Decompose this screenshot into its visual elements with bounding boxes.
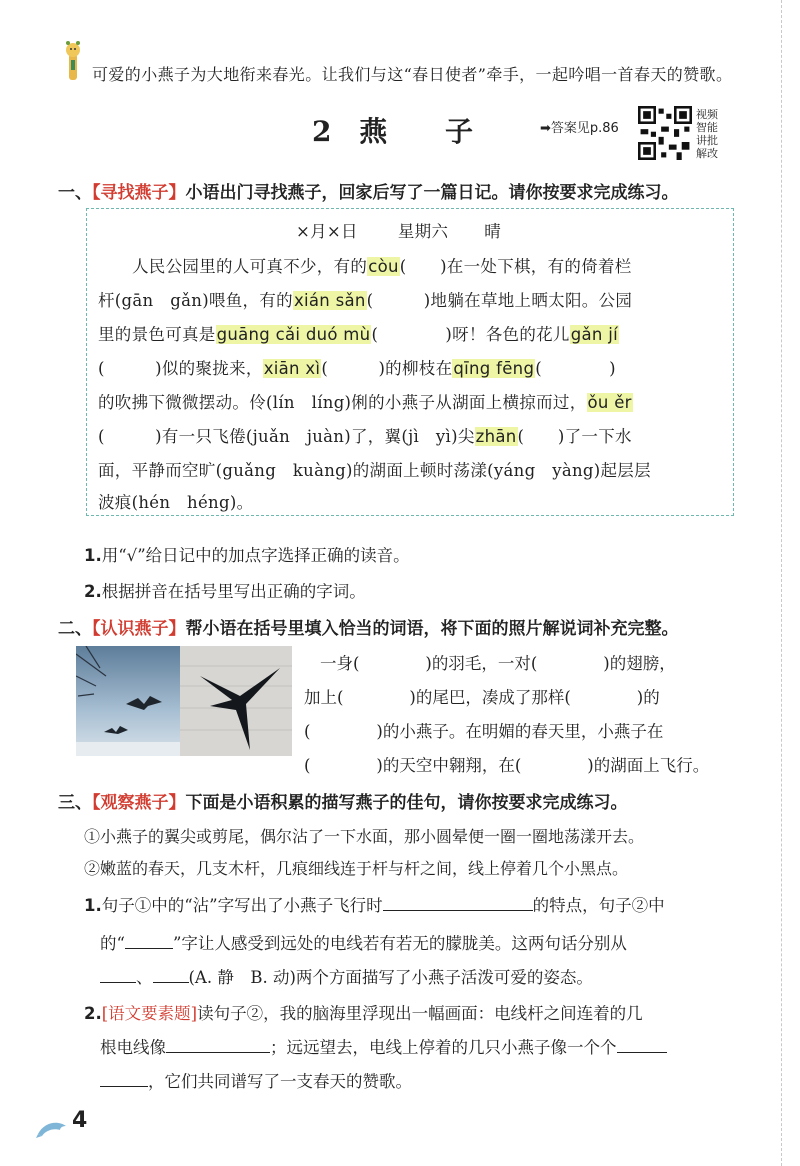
answer-reference: ➡答案见p.86 (540, 121, 619, 136)
qr-code-icon[interactable] (638, 106, 692, 160)
diary-line-8[interactable]: 波痕(hén héng)。 (98, 493, 254, 512)
answer-blank-3-1b[interactable] (125, 947, 173, 949)
answer-blank-3-2c[interactable] (100, 1085, 148, 1087)
section-2-line-4[interactable]: ( )的天空中翱翔，在( )的湖面上飞行。 (304, 756, 710, 775)
answer-blank-3-2b[interactable] (617, 1051, 667, 1053)
lesson-title-char-1: 燕 (359, 115, 390, 148)
question-1-2: 2.根据拼音在括号里写出正确的字词。 (84, 582, 366, 601)
page-edge-divider (780, 0, 782, 1166)
swallow-photo-sky (76, 646, 180, 756)
section-1-tag: 【寻找燕子】 (92, 183, 186, 203)
question-3-1-line-3: 、 (A. 静 B. 动)两个方面描写了小燕子活泼可爱的姿态。 (100, 964, 593, 988)
lesson-intro: 可爱的小燕子为大地衔来春光。让我们与这“春日使者”牵手，一起吟唱一首春天的赞歌。 (92, 65, 733, 84)
section-2-heading: 二、【认识燕子】帮小语在括号里填入恰当的词语，将下面的照片解说词补充完整。 (58, 619, 679, 639)
section-2-tag: 【认识燕子】 (92, 619, 186, 639)
diary-date-line: ×月×日 星期六 晴 (296, 222, 502, 241)
answer-blank-3-1a[interactable] (383, 909, 533, 911)
answer-blank-3-1c[interactable] (100, 981, 136, 983)
question-3-2-line-2: 根电线像 ；远远望去，电线上停着的几只小燕子像一个个 (100, 1034, 667, 1058)
diary-line-7[interactable]: 面，平静而空旷(guǎng kuàng)的湖面上顿时荡漾(yáng yàng)起层层 (98, 461, 651, 480)
diary-line-3: 里的景色可真是guāng cǎi duó mù( )呀！各色的花儿gǎn jí (98, 325, 618, 344)
example-sentence-2: ②嫩蓝的春天，几支木杆，几痕细线连于杆与杆之间，线上停着几个小黑点。 (84, 859, 629, 878)
diary-line-1: 人民公园里的人可真不少，有的còu( )在一处下棋，有的倚着栏 (132, 257, 632, 276)
qr-caption: 视频 智能 讲批 解改 (696, 108, 718, 160)
question-3-1-line-1: 1.句子①中的“沾”字写出了小燕子飞行时 的特点，句子②中 (84, 896, 665, 915)
section-2-line-3[interactable]: ( )的小燕子。在明媚的春天里，小燕子在 (304, 722, 664, 741)
answer-blank-3-2a[interactable] (166, 1051, 270, 1053)
page-number: 4 (72, 1108, 88, 1133)
question-3-2-line-1: 2.[语文要素题]读句子②，我的脑海里浮现出一幅画面：电线杆之间连着的几 (84, 1004, 643, 1023)
section-2-line-2[interactable]: 加上( )的尾巴，凑成了那样( )的 (304, 688, 660, 707)
diary-line-4: ( )似的聚拢来，xiān xì( )的柳枝在qīng fēng( ) (98, 359, 616, 378)
section-1-heading: 一、【寻找燕子】小语出门寻找燕子，回家后写了一篇日记。请你按要求完成练习。 (58, 183, 679, 203)
section-3-heading: 三、【观察燕子】下面是小语积累的描写燕子的佳句，请你按要求完成练习。 (58, 793, 628, 813)
example-sentence-1: ①小燕子的翼尖或剪尾，偶尔沾了一下水面，那小圆晕便一圈一圈地荡漾开去。 (84, 827, 645, 846)
answer-blank-3-1d[interactable] (153, 981, 189, 983)
lesson-number: 2 (312, 115, 334, 148)
lesson-title-char-2: 子 (445, 115, 476, 148)
question-3-2-tag: [语文要素题] (101, 1004, 198, 1023)
swallow-photo-lake (180, 646, 292, 756)
section-3-tag: 【观察燕子】 (92, 793, 186, 813)
diary-line-6: ( )有一只飞倦(juǎn juàn)了，翼(jì yì)尖zhān( )了一下水 (98, 427, 632, 446)
giraffe-mascot-icon (60, 40, 86, 84)
lesson-title (312, 110, 475, 150)
question-3-2-line-3: ，它们共同谱写了一支春天的赞歌。 (100, 1068, 412, 1092)
question-3-1-line-2: 的“ ”字让人感受到远处的电线若有若无的朦胧美。这两句话分别从 (100, 934, 627, 953)
dolphin-icon (36, 1116, 70, 1140)
diary-line-2: 杆(gān gǎn)喂鱼，有的xián sǎn( )地躺在草地上晒太阳。公园 (98, 291, 633, 310)
section-2-line-1[interactable]: 一身( )的羽毛，一对( )的翅膀， (320, 654, 676, 673)
diary-line-5: 的吹拂下微微摆动。伶(lín líng)俐的小燕子从湖面上横掠而过，ǒu ěr (98, 393, 632, 412)
question-1-1: 1.用“√”给日记中的加点字选择正确的读音。 (84, 546, 410, 565)
